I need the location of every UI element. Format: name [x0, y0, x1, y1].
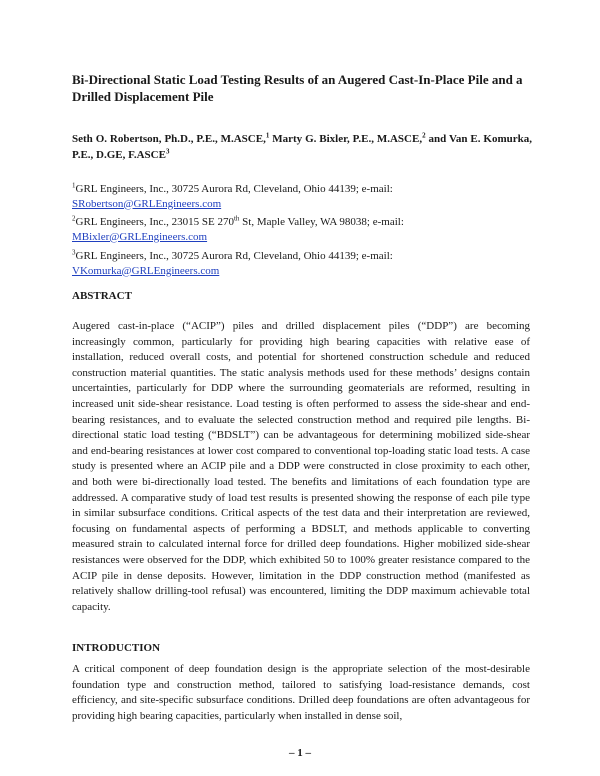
author-affiliation-mark: 1: [265, 131, 270, 140]
affiliation-mark: 3: [72, 248, 76, 257]
page-number: – 1 –: [289, 747, 311, 759]
email-link[interactable]: VKomurka@GRLEngineers.com: [72, 264, 220, 277]
affiliation-3: [72, 249, 532, 278]
affiliation-mark: 2: [72, 214, 76, 223]
affiliation-text: GRL Engineers, Inc., 30725 Aurora Rd, Cleveland, Ohio 44139; e-mail:: [75, 183, 393, 195]
abstract-heading: ABSTRACT: [72, 290, 132, 302]
affiliation-text: GRL Engineers, Inc., 23015 SE 270: [75, 216, 234, 228]
author-name: Seth O. Robertson, Ph.D., P.E., M.ASCE,: [72, 133, 266, 145]
email-link[interactable]: MBixler@GRLEngineers.com: [72, 230, 208, 243]
author-affiliation-mark: 3: [165, 147, 170, 156]
introduction-body: A critical component of deep foundation design is the appropriate selection of the most-desirable foundation type and construction method, tailored to satisfying load-resistance demands, cost efficiency, and site-specific subsurface conditions. Drilled deep foundations are often advantageous for providing high bearing capacities, particularly when installed in dense soil,: [72, 663, 530, 722]
abstract-body: Augered cast-in-place (“ACIP”) piles and drilled displacement piles (“DDP”) are becoming increasingly common, particularly for providing high bearing capacities with relative ease of installation, reduced overall costs, and potential for shortened construction schedule and reduced construction material quantities. The static analysis methods used for these methods’ designs contain uncertainties, particularly for DDP where the surrounding geomaterials are reformed, resulting in increased unit side-shear resistance. Load testing is often performed to assess the side-shear and end-bearing resistances, and to evaluate the selected construction method and required pile lengths. Bi-directional static load testing (“BDSLT”) can be advantageous for determining mobilized side-shear and end-bearing resistances at lower cost compared to conventional top-loading static load tests. A case study is presented where an ACIP pile and a DDP were constructed in close proximity to each other, and both were bi-directionally load tested. The benefits and limitations of each foundation type are addressed. A comparative study of load test results is presented showing the response of each pile type in similar subsurface conditions. Critical aspects of the test data and their interpretation are reviewed, focusing on fundamental aspects of performing a BDSLT, and methods applicable to converting measured strain to calculated internal force for drilled deep foundations. Higher mobilized side-shear resistances were observed for the DDP, which exhibited 50 to 100% greater resistance compared to the ACIP pile in dense deposits. However, limitation in the DDP construction method (manifested as relatively shallow drilling-tool refusal) was encountered, limiting the DDP maximum achievable total capacity.: [72, 320, 530, 613]
affiliation-text-cont: St, Maple Valley, WA 98038; e-mail:: [239, 216, 404, 228]
author-list: [72, 131, 532, 163]
email-link[interactable]: SRobertson@GRLEngineers.com: [72, 197, 222, 210]
affiliation-2: [72, 215, 532, 244]
ordinal-suffix: th: [233, 214, 240, 223]
affiliation-text: GRL Engineers, Inc., 30725 Aurora Rd, Cleveland, Ohio 44139; e-mail:: [75, 250, 393, 262]
author-affiliation-mark: 2: [422, 131, 426, 140]
author-name: and Van E. Komurka, P.E., D.GE, F.ASCE: [72, 133, 532, 161]
author-name: Marty G. Bixler, P.E., M.ASCE,: [269, 133, 423, 145]
paper-title: Bi-Directional Static Load Testing Results of an Augered Cast-In-Place Pile and a Drilled Displacement Pile: [72, 72, 523, 104]
affiliation-mark: 1: [72, 181, 76, 190]
affiliation-1: [72, 182, 532, 211]
introduction-heading: INTRODUCTION: [72, 642, 161, 654]
